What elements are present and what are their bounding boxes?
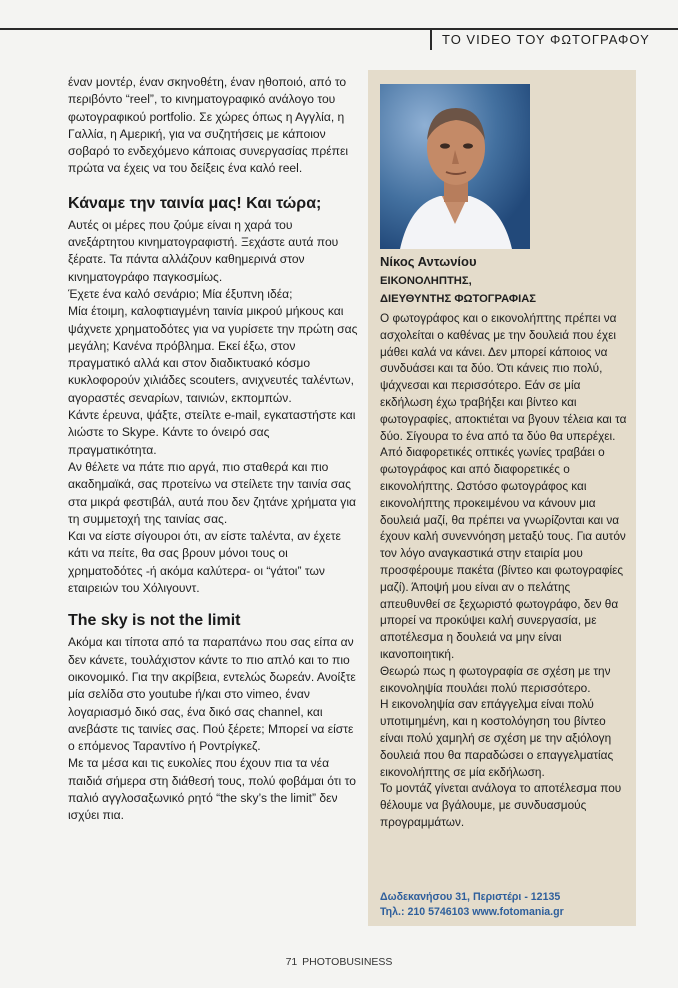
paragraph: Αυτές οι μέρες που ζούμε είναι η χαρά του ανεξάρτητου κινηματογραφιστή. Ξεχάστε αυτά που ξέρατε. Τα πάντα αλλάζουν καθημερινά στον κινηματογράφο παγκοσμίως. xyxy=(68,217,339,284)
page-footer xyxy=(0,956,678,968)
phone-and-website: Τηλ.: 210 5746103 www.fotomania.gr xyxy=(380,906,564,918)
heading-sky-limit: The sky is not the limit xyxy=(68,612,241,630)
paragraph: Με τα μέσα και τις ευκολίες που έχουν πια τα νέα παιδιά σήμερα στη διάθεσή τους, πολύ φοβάμαι ότι το παλιό αγγλοσαξωνικό ρητό “the sky’s the limit” δεν ισχύει πια. xyxy=(68,756,356,823)
page-number: 71 xyxy=(285,956,298,968)
heading-film-done: Κάναμε την ταινία μας! Και τώρα; xyxy=(68,194,322,212)
contact-info xyxy=(380,890,630,920)
sidebar-paragraph: Από διαφορετικές οπτικές γωνίες τραβάει ο φωτογράφος και από διαφορετικές ο εικονολήπτης. Ωστόσο φωτογράφος και εικονολήπτης προκειμένου να κάνουν μια δουλειά μαζί, θα πρέπει να γνωρίζονται και να έχουν καλή συνεννόηση μεταξύ τους. Για αυτόν τον λόγο αναγκαστικά στην εταιρία μου προσφέρουμε πακέτα (βίντεο και φωτογραφίες μαζί). Άποψή μου είναι αν ο πελάτης απευθυνθεί σε ξεχωριστό φωτογράφο, δεν θα μπορεί να προκύψει καλή συνεργασία, με αποτέλεσμα η δουλειά να μην είναι ικανοποιητική. xyxy=(380,445,626,661)
person-name: Νίκος Αντωνίου xyxy=(380,254,477,269)
role-line: ΔΙΕΥΘΥΝΤΗΣ ΦΩΤΟΓΡΑΦΙΑΣ xyxy=(380,293,537,305)
person-role xyxy=(380,272,630,308)
paragraph: Αν θέλετε να πάτε πιο αργά, πιο σταθερά και πιο ακαδημαϊκά, σας προτείνω να στείλετε την ταινία σας στα μικρά φεστιβάλ, αυτά που δεν ζητάνε χρήματα για τη συμμετοχή της ταινίας σας. xyxy=(68,459,357,526)
paragraph: Έχετε ένα καλό σενάριο; Μία έξυπνη ιδέα; xyxy=(68,286,293,301)
sidebar-paragraph: Η εικονοληψία σαν επάγγελμα είναι πολύ υποτιμημένη, και η κοστολόγηση του βίντεο είναι πολύ χαμηλή σε σχέση με την αξιόλογη δουλειά που θα παραδώσει ο επαγγελματίας εικονολήπτης σε μία εκδήλωση. xyxy=(380,697,614,779)
role-line: ΕΙΚΟΝΟΛΗΠΤΗΣ, xyxy=(380,275,472,287)
paragraph: Μία έτοιμη, καλοφτιαγμένη ταινία μικρού μήκους και ψάχνετε χρηματοδότες για να γυρίσετε την πρώτη σας μεγάλη; Κανένα πρόβλημα. Εκεί έξω, στον πραγματικό αλλά και στον διαδικτυακό κόσμο κυκλοφορούν χιλιάδες scouters, ανιχνευτές ταλέντων, αγοραστές σεναρίων, ταινιών, εκπομπών. xyxy=(68,304,358,405)
article-column xyxy=(68,74,360,825)
sidebar-paragraph: Ο φωτογράφος και ο εικονολήπτης πρέπει να ασχολείται ο καθένας με την δουλειά που έχει μάθει καλά να κάνει. Δεν μπορεί κάποιος να συνδυάσει και τα δύο. Ότι κάνεις πιο πολύ, ψάχνεσαι και περισσότερο. Εάν σε μία εκδήλωση έχω τραβήξει και βίντεο και φωτογραφίες, αποκτιέται να βγουν τέλεια και τα δύο. Σίγουρα το ένα από τα δύο θα υπερέχει. xyxy=(380,311,627,443)
intro-paragraph: έναν μοντέρ, έναν σκηνοθέτη, έναν ηθοποιό, από το περιβόντο “reel”, το κινηματογραφικό ανάλογο του φωτογραφικού portfolio. Σε χώρες όπως η Αγγλία, η Γαλλία, η Αμερική, για να συζητήσεις με κάποιον σοβαρό το ενδεχόμενο κάποιας συνεργασίας πρέπει πρώτα να έχεις να του δείξεις ένα καλό reel. xyxy=(68,75,349,176)
section-title: ΤΟ VIDEO ΤΟΥ ΦΩΤΟΓΡΑΦΟΥ xyxy=(430,28,678,50)
sidebar-text xyxy=(380,310,632,831)
address: Δωδεκανήσου 31, Περιστέρι - 12135 xyxy=(380,891,561,903)
portrait-photo xyxy=(380,84,530,249)
paragraph: Ακόμα και τίποτα από τα παραπάνω που σας είπα αν δεν κάνετε, τουλάχιστον κάντε το πιο απλό και το πιο οικονομικό. Για την ακρίβεια, εντελώς δωρεάν. Ανοίξτε μία σελίδα στο youtube ή/και στο vimeo, έναν λογαριασμό δικό σας, ένα δικό σας channel, και ανεβάστε τις ταινίες σας. Πού ξέρετε; Μπορεί να είστε ο επόμενος Ταραντίνο ή Ροντρίγκεζ. xyxy=(68,635,356,754)
magazine-name: PHOTOBUSINESS xyxy=(302,956,393,968)
paragraph: Και να είστε σίγουροι ότι, αν είστε ταλέντα, αν έχετε κάτι να πείτε, θα σας βρουν μόνοι τους οι χρηματοδότες -ή ακόμα καλύτερα- οι “γάτοι” των εταιρειών του Χόλιγουντ. xyxy=(68,529,341,596)
paragraph: Κάντε έρευνα, ψάξτε, στείλτε e-mail, εγκαταστήστε και λιώστε το Skype. Κάντε το όνειρό σας πραγματικότητα. xyxy=(68,408,356,457)
interview-sidebar xyxy=(368,70,636,926)
sidebar-paragraph: Θεωρώ πως η φωτογραφία σε σχέση με την εικονοληψία πουλάει πολύ περισσότερο. xyxy=(380,663,611,695)
sidebar-paragraph: Το μοντάζ γίνεται ανάλογα το αποτέλεσμα που θέλουμε να βγάλουμε, με συνδυασμούς προγραμμάτων. xyxy=(380,781,622,829)
header-rule xyxy=(0,28,430,30)
